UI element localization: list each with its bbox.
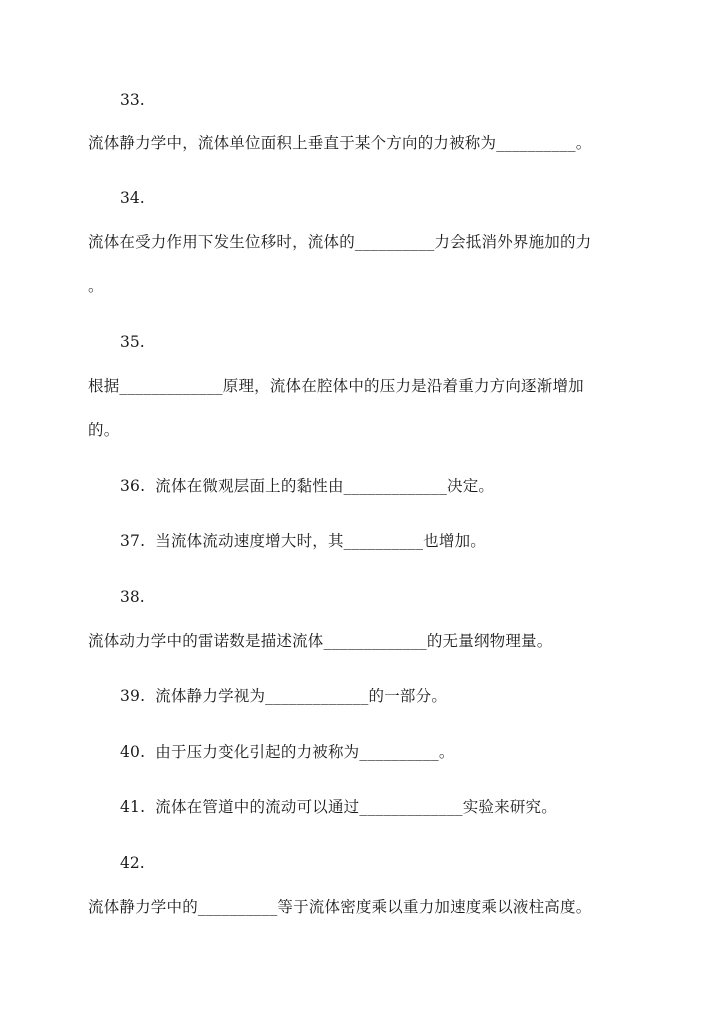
question-42-number: 42. — [120, 854, 145, 872]
question-34-number: 34. — [120, 189, 145, 207]
question-37 — [120, 531, 486, 551]
question-40-number: 40. — [120, 743, 146, 761]
question-34-text: 流体在受力作用下发生位移时，流体的__________力会抵消外界施加的力 — [88, 233, 592, 251]
question-35-text: 根据_____________原理，流体在腔体中的压力是沿着重力方向逐渐增加 — [88, 377, 584, 395]
question-42-text: 流体静力学中的__________等于流体密度乘以重力加速度乘以液柱高度。 — [88, 898, 592, 916]
question-35-text-cont: 的。 — [88, 421, 120, 439]
question-33-text: 流体静力学中，流体单位面积上垂直于某个方向的力被称为__________。 — [88, 134, 592, 152]
question-37-number: 37. — [120, 532, 146, 550]
question-41-number: 41. — [120, 798, 146, 816]
question-36-number: 36. — [120, 477, 146, 495]
question-39 — [120, 686, 447, 706]
question-39-text: 流体静力学视为_____________的一部分。 — [155, 687, 448, 705]
question-41-text: 流体在管道中的流动可以通过_____________实验来研究。 — [155, 798, 557, 816]
question-39-number: 39. — [120, 687, 146, 705]
question-37-text: 当流体流动速度增大时，其__________也增加。 — [155, 532, 486, 550]
question-38-text: 流体动力学中的雷诺数是描述流体_____________的无量纲物理量。 — [88, 632, 553, 650]
question-38-number: 38. — [120, 588, 145, 606]
question-36 — [120, 476, 494, 496]
question-36-text: 流体在微观层面上的黏性由_____________决定。 — [155, 477, 495, 495]
question-40-text: 由于压力变化引起的力被称为__________。 — [155, 743, 455, 761]
question-35-number: 35. — [120, 333, 145, 351]
question-34-text-cont: 。 — [88, 277, 104, 295]
question-33-number: 33. — [120, 91, 145, 109]
question-41 — [120, 797, 557, 817]
question-40 — [120, 742, 455, 762]
